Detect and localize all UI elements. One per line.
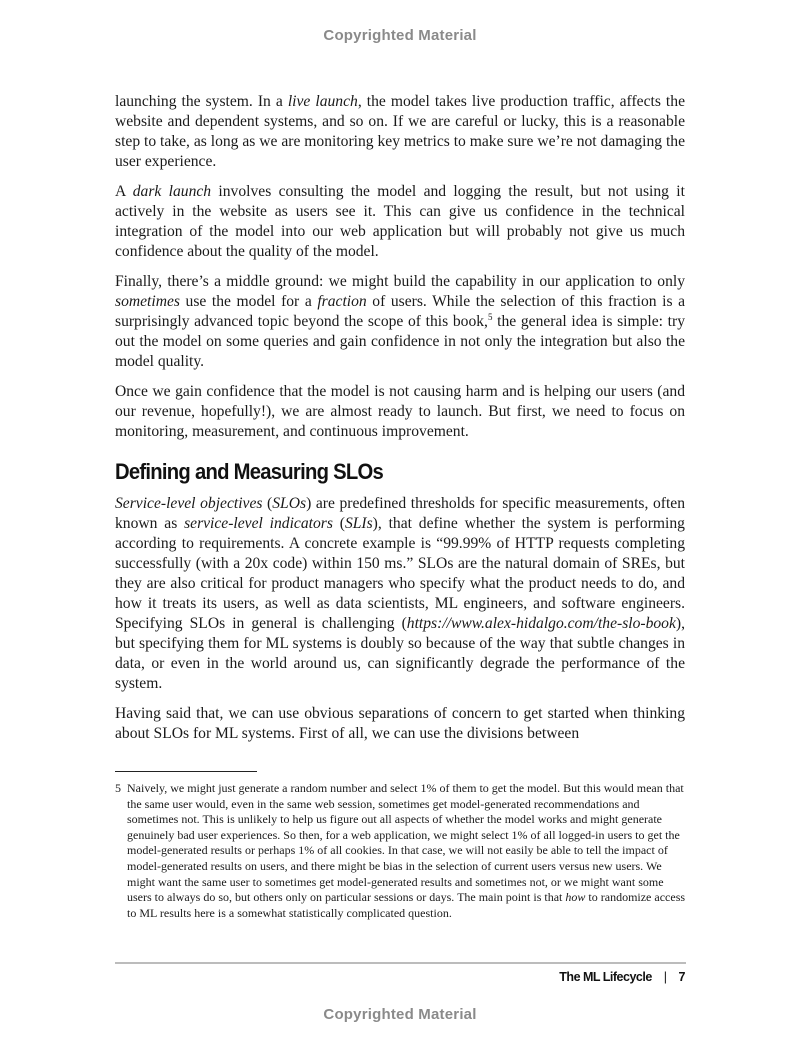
emphasis-how: how [565,890,586,905]
text: the general idea is simple: try out the model on some queries and gain confidence in not only the integration but also the model quality. [115,313,686,370]
text: to randomize access to ML results here is a somewhat statistically complicated question. [127,890,686,920]
footnote-text [127,781,690,921]
text: ) are predefined thresholds for specific measurements, often known as [115,495,686,532]
text: ), that define whether the system is performing according to requirements. A concrete example is “99.99% of HTTP requests completing successfully (with a 20x code) within 150 ms.” SLOs are the natural domain of SREs, but they are also critical for product managers who specify what the product needs to do, and how it treats its users, as well as data scientists, ML engineers, and software engineers. Specifying SLOs in general is challenging ( [115,515,685,632]
paragraph-confidence: Once we gain confidence that the model is not causing harm and is helping our users (and our revenue, hopefully!), we are almost ready to launch. But first, we need to focus on monitoring, measurement, and continuous improvement. [115,383,685,440]
text: A [115,183,133,200]
text: Naively, we might just generate a random number and select 1% of them to get the model. But this would mean that the same user would, even in the same web session, sometimes get model-generated recommendations and sometimes not. This is unlikely to help us figure out all aspects of whether the model works and might generate genuinely bad user experiences. So then, for a web application, we might select 1% of all logged-in users to get the model-generated results or perhaps 1% of all cookies. In that case, we will not easily be able to tell the impact of model-generated results on users, and there might be bias in the selection of current users versus new users. We might want the same user to sometimes get model-generated results and sometimes not, or we might want some users to always do so, but others only on particular sessions or days. The main point is that [127,781,684,905]
footnote-number: 5 [115,781,121,795]
footnote [115,781,690,921]
footer-separator: | [663,970,667,984]
text: Finally, there’s a middle ground: we might build the capability in our application to only [115,273,685,290]
running-footer [559,970,685,984]
term-slo: Service-level objectives [115,495,263,512]
section-heading: Defining and Measuring SLOs [115,459,384,484]
chapter-title: The ML Lifecycle [559,970,652,984]
paragraph-separations: Having said that, we can use obvious separations of concern to get started when thinking about SLOs for ML systems. First of all, we can use the divisions between [115,705,685,742]
slo-book-link[interactable]: https://www.alex-hidalgo.com/the-slo-book [406,615,676,632]
paragraph-slo-definition [115,494,685,694]
page-body [115,92,685,754]
paragraph-middle-ground [115,272,685,372]
text: use the model for a [179,293,318,310]
emphasis-fraction: fraction [317,293,367,310]
copyright-watermark-bottom: Copyrighted Material [323,1006,477,1023]
emphasis-sometimes: sometimes [115,293,180,310]
footer-divider [115,962,686,964]
term-dark-launch: dark launch [132,183,212,200]
text: ( [332,515,345,532]
term-live-launch: live launch [287,93,358,110]
paragraph-live-launch [115,92,685,172]
text: of users. While the selection of this fraction is a surprisingly advanced topic beyond the scope of this book, [115,293,685,330]
text: launching the system. In a [115,93,288,110]
text: , the model takes live production traffic, affects the website and dependent systems, and so on. If we are careful or lucky, this is a reasonable step to take, as long as we are monitoring key metrics to make sure we’re not damaging the user experience. [115,93,685,170]
footnote-reference[interactable]: 5 [487,312,493,322]
text: ), but specifying them for ML systems is doubly so because of the way that subtle changes in data, or even in the world around us, can significantly degrade the performance of the system. [115,615,685,692]
text: ( [262,495,273,512]
term-abbrev: SLOs [272,495,307,512]
page-number: 7 [678,970,685,984]
paragraph-dark-launch [115,182,685,262]
copyright-watermark-top: Copyrighted Material [323,27,477,44]
text: involves consulting the model and logging the result, but not using it actively in the website as users see it. This can give us confidence in the technical integration of the model into our web application but will probably not give us much confidence about the quality of the model. [115,183,685,260]
term-sli: service-level indicators [184,515,333,532]
term-abbrev: SLIs [344,515,373,532]
footnote-divider [115,771,257,772]
